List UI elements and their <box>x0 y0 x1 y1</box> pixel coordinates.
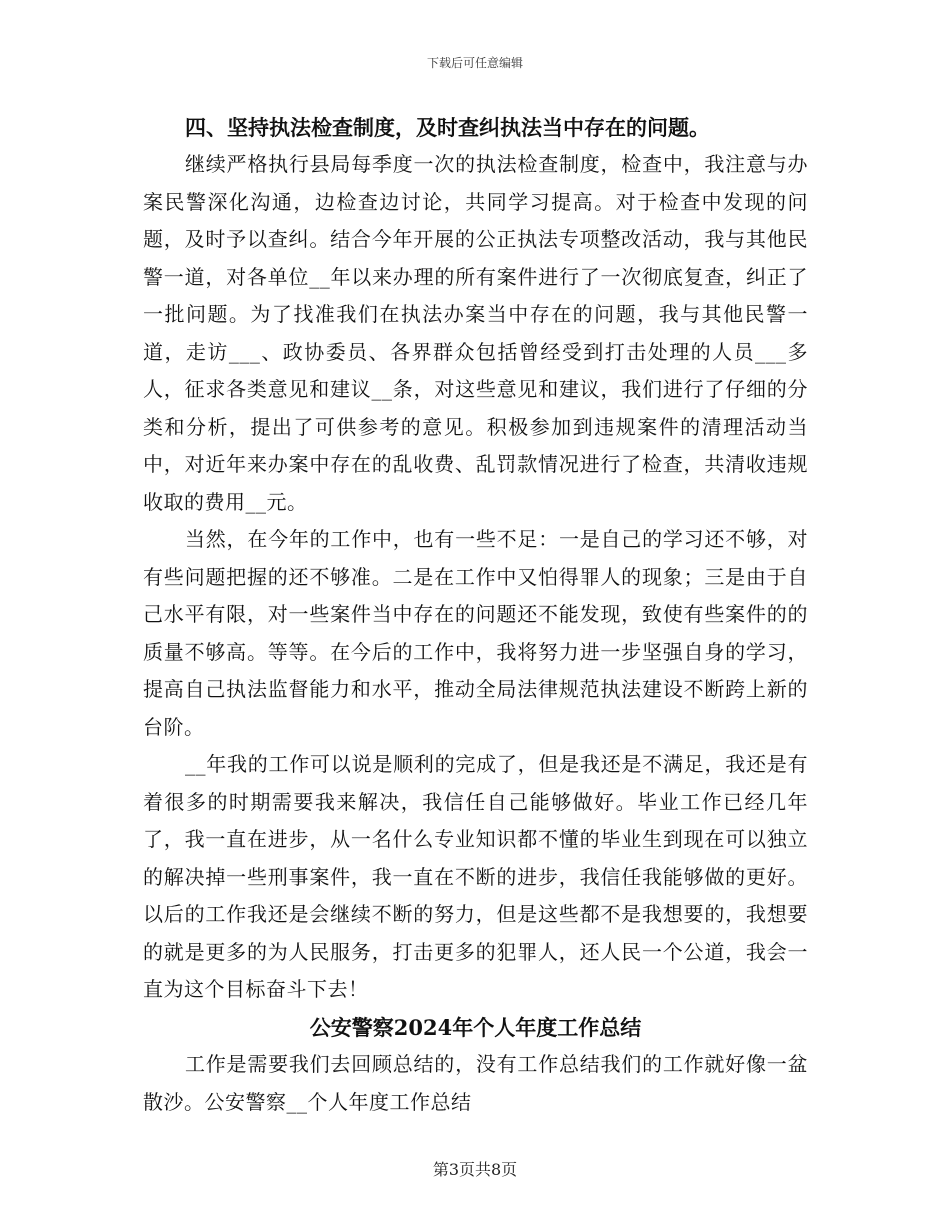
page-header-note: 下载后可任意编辑 <box>426 56 523 70</box>
next-document-title: 公安警察2024年个人年度工作总结 <box>309 1014 642 1040</box>
paragraph-conclusion: __年我的工作可以说是顺利的完成了，但是我还是不满足，我还是有着很多的时期需要我来解决，我信任自己能够做好。毕业工作已经几年了，我一直在进步，从一名什么专业知识都不懂的毕业生到现在可以独立的解决掉一些刑事案件，我一直在不断的进步，我信任我能够做的更好。以后的工作我还是会继续不断的努力，但是这些都不是我想要的，我想要的就是更多的为人民服务，打击更多的犯罪人，还人民一个公道，我会一直为这个目标奋斗下去！ <box>143 752 808 1001</box>
page-number: 第3页共8页 <box>432 1160 518 1179</box>
document-body <box>143 110 808 1121</box>
paragraph-shortcomings: 当然，在今年的工作中，也有一些不足：一是自己的学习还不够，对有些问题把握的还不够准。二是在工作中又怕得罪人的现象；三是由于自己水平有限，对一些案件当中存在的问题还不能发现，致使有些案件的的质量不够高。等等。在今后的工作中，我将努力进一步坚强自身的学习，提高自己执法监督能力和水平，推动全局法律规范执法建设不断跨上新的台阶。 <box>143 527 808 739</box>
next-document-intro: 工作是需要我们去回顾总结的，没有工作总结我们的工作就好像一盆散沙。公安警察__个人年度工作总结 <box>143 1052 808 1114</box>
paragraph-inspection: 继续严格执行县局每季度一次的执法检查制度，检查中，我注意与办案民警深化沟通，边检查边讨论，共同学习提高。对于检查中发现的问题，及时予以查纠。结合今年开展的公正执法专项整改活动，我与其他民警一道，对各单位__年以来办理的所有案件进行了一次彻底复查，纠正了一批问题。为了找准我们在执法办案当中存在的问题，我与其他民警一道，走访___、政协委员、各界群众包括曾经受到打击处理的人员___多人，征求各类意见和建议__条，对这些意见和建议，我们进行了仔细的分类和分析，提出了可供参考的意见。积极参加到违规案件的清理活动当中，对近年来办案中存在的乱收费、乱罚款情况进行了检查，共清收违规收取的费用__元。 <box>143 152 808 514</box>
section-heading: 四、坚持执法检查制度，及时查纠执法当中存在的问题。 <box>185 115 710 140</box>
